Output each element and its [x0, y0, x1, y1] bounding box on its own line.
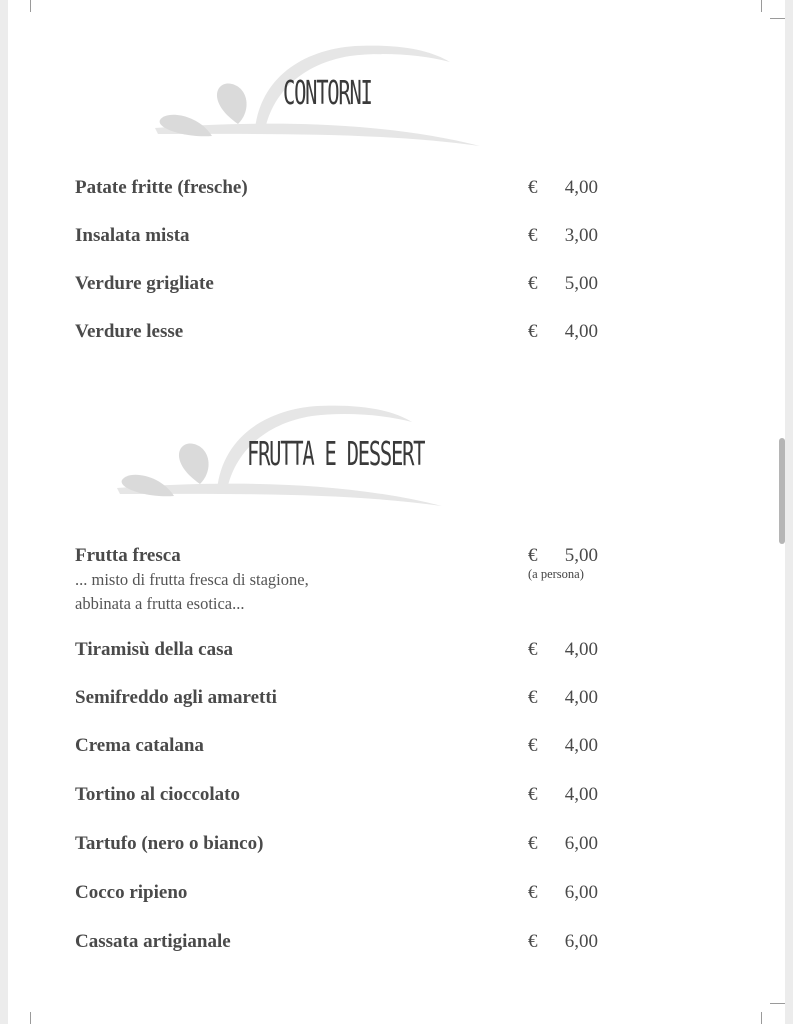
currency-symbol: € [528, 321, 538, 342]
currency-symbol: € [528, 639, 538, 660]
price-amount: 4,00 [564, 321, 598, 342]
currency-symbol: € [528, 273, 538, 294]
item-name: Semifreddo agli amaretti [75, 687, 277, 708]
crop-mark-top-left [30, 0, 31, 12]
item-name: Cocco ripieno [75, 882, 188, 903]
item-name: Verdure grigliate [75, 273, 214, 294]
item-name: Cassata artigianale [75, 931, 231, 952]
currency-symbol: € [528, 735, 538, 756]
item-name: Verdure lesse [75, 321, 184, 342]
item-name: Tiramisù della casa [75, 639, 233, 660]
vertical-scrollbar[interactable] [779, 438, 785, 544]
price-amount: 4,00 [564, 784, 598, 805]
price-amount: 4,00 [564, 735, 598, 756]
item-name: Tortino al cioccolato [75, 784, 240, 805]
currency-symbol: € [528, 784, 538, 805]
currency-symbol: € [528, 225, 538, 246]
crop-mark-bottom-right-h [770, 1003, 785, 1004]
currency-symbol: € [528, 177, 538, 198]
price-note: (a persona) [528, 567, 584, 581]
item-description-line: abbinata a frutta esotica... [75, 594, 245, 613]
section-title: FRUTTA E DESSERT [247, 434, 425, 473]
price-amount: 6,00 [564, 931, 598, 952]
price-amount: 4,00 [564, 177, 598, 198]
currency-symbol: € [528, 545, 538, 566]
item-name: Patate fritte (fresche) [75, 177, 248, 198]
price-amount: 5,00 [564, 545, 598, 566]
item-description [75, 568, 309, 616]
item-name: Insalata mista [75, 225, 190, 246]
item-description-line: ... misto di frutta fresca di stagione, [75, 570, 309, 589]
currency-symbol: € [528, 687, 538, 708]
crop-mark-top-right-h [770, 18, 785, 19]
currency-symbol: € [528, 833, 538, 854]
crop-mark-top-right [761, 0, 762, 12]
currency-symbol: € [528, 931, 538, 952]
section-title: CONTORNI [283, 73, 372, 112]
item-name: Crema catalana [75, 735, 204, 756]
price-amount: 4,00 [564, 687, 598, 708]
price-amount: 6,00 [564, 882, 598, 903]
item-name: Frutta fresca [75, 545, 181, 566]
price-amount: 6,00 [564, 833, 598, 854]
price-amount: 5,00 [564, 273, 598, 294]
crop-mark-bottom-left [30, 1012, 31, 1024]
price-amount: 4,00 [564, 639, 598, 660]
price-amount: 3,00 [564, 225, 598, 246]
section-header-contorni [150, 40, 490, 155]
item-name: Tartufo (nero o bianco) [75, 833, 264, 854]
crop-mark-bottom-right [761, 1012, 762, 1024]
section-header-frutta-e-dessert [112, 400, 452, 515]
currency-symbol: € [528, 882, 538, 903]
